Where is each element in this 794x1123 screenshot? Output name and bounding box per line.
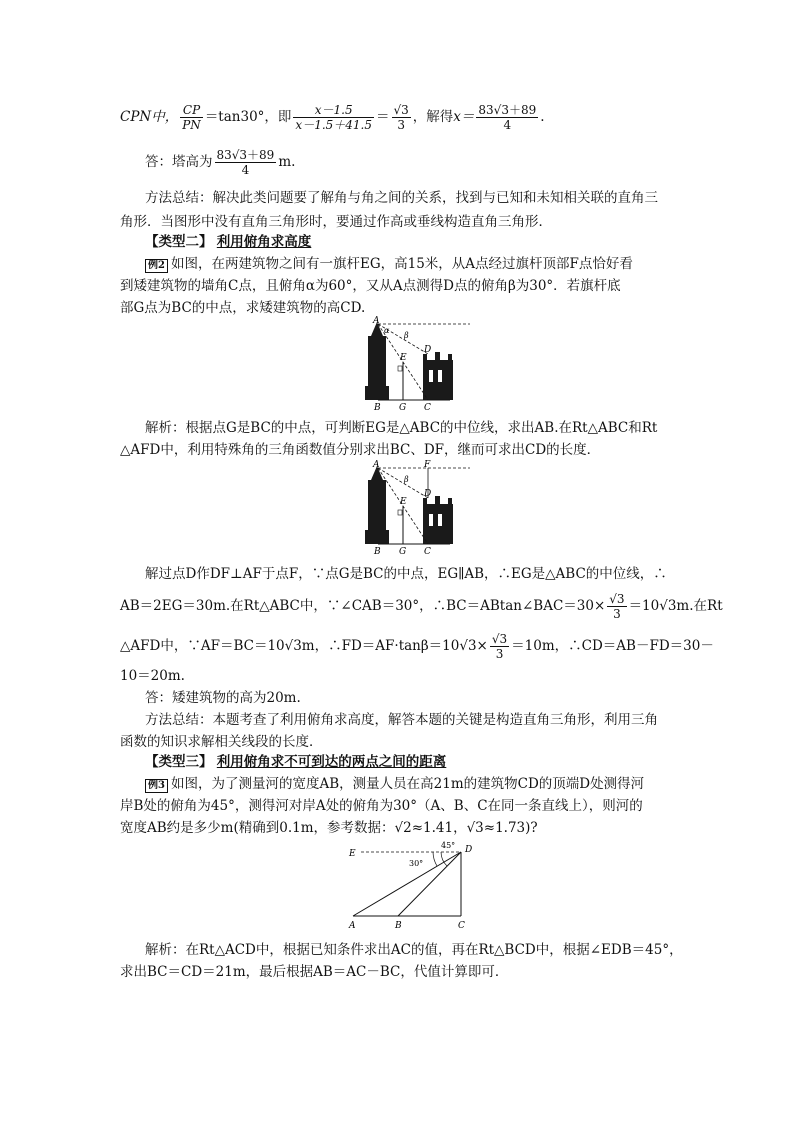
label-c: C [458,921,465,931]
solution-line: AB＝2EG＝30m.在Rt△ABC中，∵∠CAB＝30°，∴BC＝ABtan∠BAC＝30× $\frac{√3}{3}$ ＝10√3m.在Rt [120,592,723,621]
label-g: G [399,403,407,412]
summary-line: 方法总结：本题考查了利用俯角求高度，解答本题的关键是构造直角三角形，利用三角 [145,712,658,728]
answer-tower: 答：塔高为 $\frac{83√3+89}{4}$ m. [145,148,296,177]
label-f: F [424,460,431,470]
label-beta: β [404,331,409,340]
label-d: D [465,845,473,855]
example-badge: 例2 [145,259,168,273]
label-a: A [373,316,380,326]
line-cpn: CPN中， $\frac{CP}{PN}$ ＝tan30°，即 $\frac{x-1.5}{x-1.5+41.5}$ ＝ $\frac{√3}{3}$ ，解得x＝ $\frac{83√3+89}{4}$ . [120,103,545,132]
summary-line: 函数的知识求解相关线段的长度． [120,734,323,750]
solution-line: △AFD中，∵AF＝BC＝10√3m，∴FD＝AF·tanβ＝10√3× $\frac{√3}{3}$ ＝10m，∴CD＝AB－FD＝30－ [120,632,714,661]
label-a: A [373,460,380,470]
label-45-degrees: 45° [441,841,456,850]
example-2-line: 部G点为BC的中点，求矮建筑物的高CD. [120,300,366,316]
label-alpha: α [384,326,390,335]
label-e: E [400,497,407,507]
example-3-line: 例3 如图，为了测量河的宽度AB，测量人员在高21m的建筑物CD的顶端D处测得河 [145,772,701,796]
answer-line: 答：矮建筑物的高为20m. [145,690,301,706]
label-a: A [349,921,356,931]
figure-flagpole-1 [360,316,475,412]
fraction: $\frac{x-1.5}{x-1.5+41.5}$ [295,103,372,132]
fraction: $\frac{√3}{3}$ [393,103,409,132]
solution-line: 解过点D作DF⊥AF于点F，∵点G是BC的中点，EG∥AB，∴EG是△ABC的中位线，∴ [145,566,667,582]
label-e: E [400,353,407,363]
example-2-line: 到矮建筑物的墙角C点，且俯角α为60°，又从A点测得D点的俯角β为30°．若旗杆底 [120,278,621,294]
section-heading-type2: 【类型二】 利用俯角求高度 [145,234,312,250]
fraction: $\frac{83√3+89}{4}$ [216,148,275,177]
figure-flagpole-2 [360,460,475,556]
label-b: B [395,921,402,931]
text: CPN中， [120,109,179,125]
section-heading-type3: 【类型三】 利用俯角求不可到达的两点之间的距离 [145,754,447,770]
fraction: $\frac{√3}{3}$ [609,592,625,621]
label-c: C [424,547,431,556]
example-3-line: 宽度AB约是多少m(精确到0.1m，参考数据：√2≈1.41，√3≈1.73)? [120,820,538,836]
label-d: D [424,345,432,355]
label-e: E [349,849,356,859]
label-b: B [374,403,381,412]
analysis-3-line: 解析：在Rt△ACD中，根据已知条件求出AC的值，再在Rt△BCD中，根据∠EDB＝45°， [145,942,683,958]
analysis-3-line: 求出BC＝CD＝21m，最后根据AB＝AC－BC，代值计算即可． [120,964,509,980]
label-g: G [399,547,407,556]
label-c: C [424,403,431,412]
summary-line: 方法总结：解决此类问题要了解角与角之间的关系，找到与已知和未知相关联的直角三 [145,190,658,206]
label-b: B [374,547,381,556]
label-30-degrees: 30° [409,859,424,868]
label-beta: β [404,475,409,484]
example-2-line: 例2 如图，在两建筑物之间有一旗杆EG，高15米，从A点经过旗杆顶部F点恰好看 [145,252,701,276]
analysis-2-line: 解析：根据点G是BC的中点，可判断EG是△ABC的中位线，求出AB.在Rt△ABC和Rt [145,420,658,436]
fraction: $\frac{√3}{3}$ [491,632,508,661]
example-badge: 例3 [145,779,168,793]
fraction: $\frac{83√3+89}{4}$ [478,103,537,132]
figure-river-width [343,838,488,933]
label-d: D [424,489,432,499]
solution-line: 10＝20m. [120,668,185,684]
analysis-2-line: △AFD中，利用特殊角的三角函数值分别求出BC、DF，继而可求出CD的长度． [120,442,601,458]
example-3-line: 岸B处的俯角为45°，测得河对岸A处的俯角为30°（A、B、C在同一条直线上），则河的 [120,798,643,814]
summary-line: 角形．当图形中没有直角三角形时，要通过作高或垂线构造直角三角形． [120,214,552,230]
fraction: $\frac{CP}{PN}$ [182,103,201,132]
